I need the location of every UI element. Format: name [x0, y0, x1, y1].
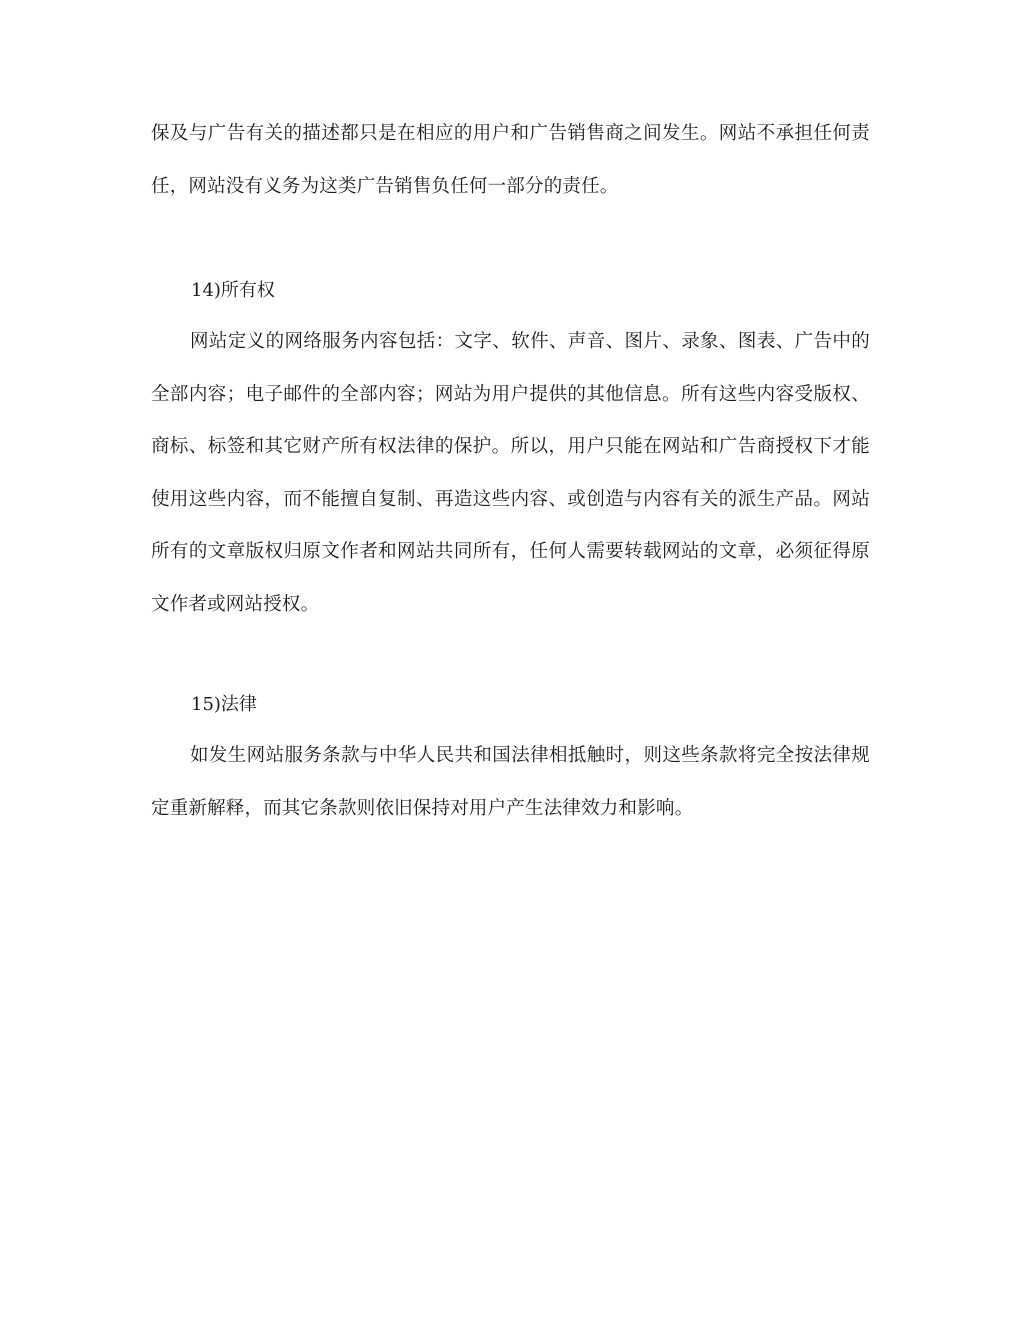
section-14-body: 网站定义的网络服务内容包括：文字、软件、声音、图片、录象、图表、广告中的全部内容；电子邮件的全部内容；网站为用户提供的其他信息。所有这些内容受版权、商标、标签和其它财产所有权法律的保护。所以，用户只能在网站和广告商授权下才能使用这些内容，而不能擅自复制、再造这些内容、或创造与内容有关的派生产品。网站所有的文章版权归原文作者和网站共同所有，任何人需要转载网站的文章，必须征得原文作者或网站授权。 — [151, 331, 870, 615]
section-14-heading: 14)所有权 — [191, 280, 275, 301]
section-15-body: 如发生网站服务条款与中华人民共和国法律相抵触时，则这些条款将完全按法律规定重新解释，而其它条款则依旧保持对用户产生法律效力和影响。 — [151, 745, 870, 819]
continuation-paragraph: 保及与广告有关的描述都只是在相应的用户和广告销售商之间发生。网站不承担任何责任，网站没有义务为这类广告销售负任何一部分的责任。 — [151, 123, 870, 197]
section-15-heading: 15)法律 — [191, 694, 257, 715]
